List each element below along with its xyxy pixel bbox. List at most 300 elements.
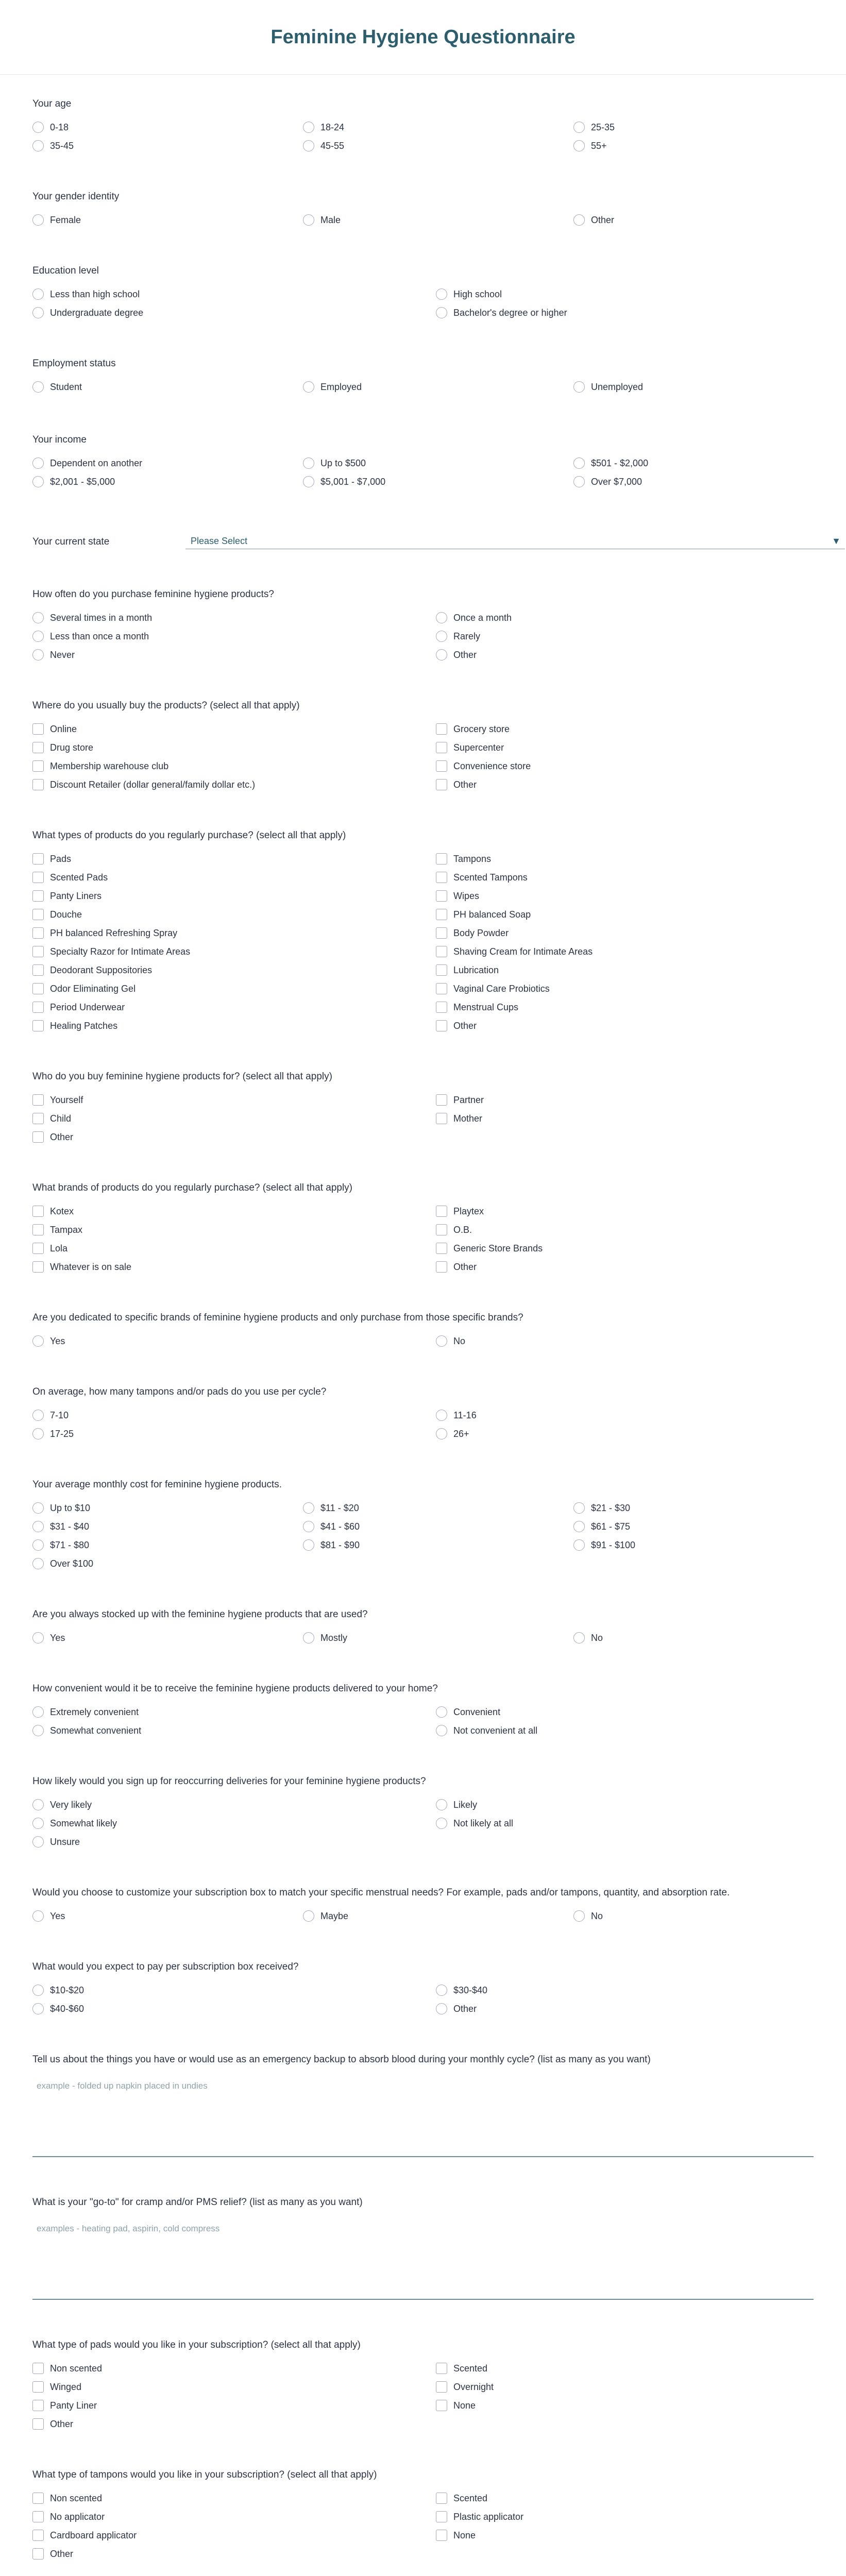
checkbox[interactable]	[32, 1243, 44, 1254]
radio-option[interactable]	[436, 631, 814, 642]
radio-button[interactable]	[32, 1410, 44, 1421]
checkbox-option[interactable]	[436, 964, 814, 976]
radio-option[interactable]	[32, 1502, 293, 1514]
question-18	[32, 1887, 814, 1922]
radio-option[interactable]	[32, 1818, 426, 1829]
checkbox[interactable]	[436, 2493, 447, 2504]
radio-button[interactable]	[32, 1539, 44, 1551]
radio-button[interactable]	[436, 1725, 447, 1736]
checkbox-option[interactable]	[32, 2511, 426, 2522]
option-label: Lola	[50, 1243, 68, 1253]
checkbox-option[interactable]	[436, 2363, 814, 2374]
radio-button[interactable]	[32, 1335, 44, 1347]
radio-option[interactable]	[573, 381, 814, 393]
checkbox[interactable]	[436, 1224, 447, 1235]
radio-button[interactable]	[573, 381, 585, 393]
checkbox[interactable]	[436, 723, 447, 735]
checkbox-option[interactable]	[436, 1002, 814, 1013]
radio-option[interactable]	[32, 1910, 293, 1922]
checkbox-option[interactable]	[32, 946, 426, 957]
radio-option[interactable]	[573, 1521, 814, 1532]
option-label: Maybe	[320, 1911, 349, 1921]
option-label: Scented	[453, 2493, 488, 2503]
radio-option[interactable]	[436, 1335, 814, 1347]
question-label: How convenient would it be to receive the feminine hygiene products delivered to your home?	[32, 1683, 438, 1694]
question-label: Who do you buy feminine hygiene products for? (select all that apply)	[32, 1071, 332, 1082]
checkbox-option[interactable]	[436, 779, 814, 790]
question-8	[32, 700, 814, 790]
option-label: Period Underwear	[50, 1002, 125, 1012]
checkbox-option[interactable]	[436, 983, 814, 994]
radio-button[interactable]	[573, 1632, 585, 1643]
radio-button[interactable]	[32, 307, 44, 318]
option-label: No	[591, 1911, 603, 1921]
radio-button[interactable]	[303, 381, 314, 393]
questions-list	[0, 75, 846, 2576]
option-label: PH balanced Soap	[453, 909, 531, 920]
checkbox-option[interactable]	[436, 946, 814, 957]
radio-button[interactable]	[32, 649, 44, 660]
checkbox-option[interactable]	[436, 1094, 814, 1106]
radio-button[interactable]	[436, 1335, 447, 1347]
radio-option[interactable]	[436, 1799, 814, 1810]
radio-option[interactable]	[32, 1428, 426, 1439]
radio-button[interactable]	[303, 1502, 314, 1514]
checkbox[interactable]	[32, 2363, 44, 2374]
radio-option[interactable]	[436, 649, 814, 660]
radio-button[interactable]	[436, 1818, 447, 1829]
checkbox-option[interactable]	[436, 853, 814, 865]
radio-option[interactable]	[573, 1502, 814, 1514]
option-label: Other	[453, 1021, 477, 1031]
question-23	[32, 2469, 814, 2560]
radio-option[interactable]	[303, 1539, 563, 1551]
option-label: Winged	[50, 2382, 82, 2392]
radio-button[interactable]	[32, 289, 44, 300]
option-label: $10-$20	[50, 1985, 84, 1995]
radio-option[interactable]	[32, 122, 293, 133]
radio-option[interactable]	[32, 214, 293, 226]
question-12	[32, 1312, 814, 1347]
radio-option[interactable]	[32, 289, 426, 300]
checkbox[interactable]	[436, 2381, 447, 2393]
option-label: Douche	[50, 909, 82, 920]
checkbox[interactable]	[32, 742, 44, 753]
checkbox[interactable]	[32, 2400, 44, 2411]
radio-button[interactable]	[32, 631, 44, 642]
radio-option[interactable]	[32, 140, 293, 151]
checkbox-option[interactable]	[436, 1224, 814, 1235]
state-select[interactable]	[185, 534, 845, 549]
radio-button[interactable]	[32, 1836, 44, 1848]
radio-button[interactable]	[436, 2003, 447, 2014]
checkbox[interactable]	[436, 2400, 447, 2411]
text-answer-field[interactable]	[32, 2075, 814, 2157]
checkbox[interactable]	[436, 2530, 447, 2541]
radio-option[interactable]	[32, 1539, 293, 1551]
radio-button[interactable]	[573, 214, 585, 226]
option-label: Once a month	[453, 613, 512, 623]
radio-button[interactable]	[573, 1502, 585, 1514]
radio-button[interactable]	[32, 1910, 44, 1922]
radio-button[interactable]	[32, 1521, 44, 1532]
form-title: Feminine Hygiene Questionnaire	[270, 26, 576, 48]
option-label: Scented Tampons	[453, 872, 528, 883]
radio-button[interactable]	[573, 1910, 585, 1922]
radio-option[interactable]	[32, 1632, 293, 1643]
option-label: Somewhat likely	[50, 1818, 117, 1828]
checkbox-option[interactable]	[32, 2548, 426, 2560]
option-label: Male	[320, 215, 341, 225]
checkbox[interactable]	[436, 872, 447, 883]
question-label: What types of products do you regularly purchase? (select all that apply)	[32, 830, 346, 841]
radio-option[interactable]	[303, 457, 563, 469]
checkbox-option[interactable]	[436, 742, 814, 753]
radio-option[interactable]	[32, 381, 293, 393]
radio-button[interactable]	[32, 457, 44, 469]
radio-option[interactable]	[573, 476, 814, 487]
radio-button[interactable]	[303, 122, 314, 133]
radio-button[interactable]	[32, 612, 44, 623]
checkbox-option[interactable]	[436, 1113, 814, 1124]
checkbox[interactable]	[32, 2530, 44, 2541]
text-answer-field[interactable]	[32, 2217, 814, 2300]
radio-option[interactable]	[436, 307, 814, 318]
question-7	[32, 588, 814, 660]
checkbox[interactable]	[32, 909, 44, 920]
radio-option[interactable]	[436, 1428, 814, 1439]
radio-option[interactable]	[436, 1706, 814, 1718]
radio-button[interactable]	[436, 1799, 447, 1810]
radio-button[interactable]	[303, 476, 314, 487]
option-label: Other	[453, 779, 477, 790]
radio-option[interactable]	[303, 214, 563, 226]
checkbox[interactable]	[32, 1094, 44, 1106]
radio-option[interactable]	[32, 1335, 426, 1347]
radio-button[interactable]	[303, 1521, 314, 1532]
radio-button[interactable]	[303, 457, 314, 469]
radio-option[interactable]	[573, 140, 814, 151]
checkbox-option[interactable]	[32, 742, 426, 753]
text-answer-placeholder: example - folded up napkin placed in undies	[37, 2081, 208, 2091]
checkbox[interactable]	[32, 2418, 44, 2430]
radio-option[interactable]	[32, 1558, 293, 1569]
option-label: Yes	[50, 1911, 65, 1921]
checkbox-option[interactable]	[436, 1206, 814, 1217]
checkbox-option[interactable]	[32, 1206, 426, 1217]
radio-option[interactable]	[303, 1502, 563, 1514]
radio-button[interactable]	[573, 1539, 585, 1551]
checkbox-option[interactable]	[436, 909, 814, 920]
checkbox-option[interactable]	[32, 1243, 426, 1254]
checkbox[interactable]	[32, 964, 44, 976]
checkbox[interactable]	[32, 872, 44, 883]
checkbox[interactable]	[32, 723, 44, 735]
option-label: Extremely convenient	[50, 1707, 139, 1717]
checkbox[interactable]	[32, 2511, 44, 2522]
question-13	[32, 1386, 814, 1439]
checkbox[interactable]	[32, 1113, 44, 1124]
radio-option[interactable]	[303, 381, 563, 393]
checkbox[interactable]	[436, 853, 447, 865]
checkbox[interactable]	[32, 1020, 44, 1031]
checkbox-option[interactable]	[32, 2530, 426, 2541]
checkbox[interactable]	[436, 890, 447, 902]
checkbox-option[interactable]	[32, 2363, 426, 2374]
option-label: Lubrication	[453, 965, 499, 975]
checkbox-option[interactable]	[436, 2400, 814, 2411]
radio-button[interactable]	[573, 1521, 585, 1532]
checkbox-option[interactable]	[436, 872, 814, 883]
checkbox[interactable]	[32, 779, 44, 790]
checkbox-option[interactable]	[32, 1020, 426, 1031]
options-group	[32, 1410, 814, 1439]
radio-button[interactable]	[303, 1539, 314, 1551]
option-label: 11-16	[453, 1410, 477, 1420]
option-label: Undergraduate degree	[50, 308, 144, 318]
checkbox-option[interactable]	[436, 2511, 814, 2522]
radio-button[interactable]	[32, 140, 44, 151]
radio-button[interactable]	[436, 631, 447, 642]
checkbox-option[interactable]	[436, 760, 814, 772]
checkbox[interactable]	[32, 2548, 44, 2560]
radio-button[interactable]	[436, 307, 447, 318]
option-label: Healing Patches	[50, 1021, 118, 1031]
options-group	[32, 2493, 814, 2560]
checkbox-option[interactable]	[32, 1002, 426, 1013]
radio-button[interactable]	[32, 122, 44, 133]
checkbox-option[interactable]	[32, 779, 426, 790]
checkbox-option[interactable]	[436, 2493, 814, 2504]
checkbox[interactable]	[32, 946, 44, 957]
option-label: 55+	[591, 141, 607, 151]
checkbox[interactable]	[436, 946, 447, 957]
option-label: Bachelor's degree or higher	[453, 308, 567, 318]
checkbox[interactable]	[436, 2363, 447, 2374]
radio-button[interactable]	[436, 1706, 447, 1718]
question-label: Tell us about the things you have or would use as an emergency backup to absorb blood during your monthly cycle? (list as many as you want)	[32, 2054, 651, 2065]
radio-option[interactable]	[32, 307, 426, 318]
radio-button[interactable]	[32, 1985, 44, 1996]
radio-button[interactable]	[32, 1725, 44, 1736]
radio-option[interactable]	[436, 289, 814, 300]
checkbox[interactable]	[436, 909, 447, 920]
radio-button[interactable]	[303, 1910, 314, 1922]
checkbox-option[interactable]	[32, 1094, 426, 1106]
radio-button[interactable]	[32, 1632, 44, 1643]
checkbox[interactable]	[436, 983, 447, 994]
checkbox-option[interactable]	[436, 890, 814, 902]
radio-option[interactable]	[32, 2003, 426, 2014]
radio-option[interactable]	[32, 1985, 426, 1996]
option-label: Online	[50, 724, 77, 734]
checkbox[interactable]	[436, 1094, 447, 1106]
radio-button[interactable]	[436, 1985, 447, 1996]
radio-option[interactable]	[436, 1818, 814, 1829]
question-label: Your income	[32, 434, 87, 445]
checkbox[interactable]	[32, 1131, 44, 1143]
checkbox[interactable]	[436, 2511, 447, 2522]
radio-option[interactable]	[436, 1410, 814, 1421]
checkbox[interactable]	[436, 964, 447, 976]
checkbox[interactable]	[32, 2493, 44, 2504]
checkbox[interactable]	[436, 1002, 447, 1013]
checkbox-option[interactable]	[436, 1261, 814, 1273]
checkbox[interactable]	[436, 1020, 447, 1031]
checkbox[interactable]	[32, 983, 44, 994]
checkbox[interactable]	[32, 760, 44, 772]
radio-option[interactable]	[32, 649, 426, 660]
radio-option[interactable]	[573, 457, 814, 469]
option-label: $21 - $30	[591, 1503, 631, 1513]
radio-button[interactable]	[303, 140, 314, 151]
radio-button[interactable]	[436, 1410, 447, 1421]
checkbox-option[interactable]	[32, 760, 426, 772]
checkbox-option[interactable]	[32, 964, 426, 976]
radio-button[interactable]	[32, 381, 44, 393]
option-label: Menstrual Cups	[453, 1002, 519, 1012]
radio-option[interactable]	[436, 612, 814, 623]
checkbox-option[interactable]	[436, 1243, 814, 1254]
option-label: 17-25	[50, 1429, 74, 1439]
radio-button[interactable]	[436, 612, 447, 623]
checkbox[interactable]	[32, 1206, 44, 1217]
radio-button[interactable]	[303, 214, 314, 226]
radio-button[interactable]	[32, 1706, 44, 1718]
checkbox[interactable]	[436, 1243, 447, 1254]
radio-button[interactable]	[436, 289, 447, 300]
radio-option[interactable]	[32, 631, 426, 642]
radio-option[interactable]	[436, 2003, 814, 2014]
radio-option[interactable]	[436, 1985, 814, 1996]
radio-option[interactable]	[303, 1632, 563, 1643]
checkbox-option[interactable]	[436, 2381, 814, 2393]
checkbox-option[interactable]	[32, 853, 426, 865]
checkbox-option[interactable]	[32, 1113, 426, 1124]
checkbox-option[interactable]	[32, 909, 426, 920]
question-label: Where do you usually buy the products? (select all that apply)	[32, 700, 300, 711]
checkbox[interactable]	[436, 779, 447, 790]
option-label: No	[453, 1336, 466, 1346]
checkbox[interactable]	[436, 760, 447, 772]
checkbox-option[interactable]	[32, 890, 426, 902]
radio-button[interactable]	[32, 1799, 44, 1810]
radio-button[interactable]	[32, 1428, 44, 1439]
radio-option[interactable]	[303, 122, 563, 133]
radio-button[interactable]	[436, 649, 447, 660]
options-group	[32, 1206, 814, 1273]
radio-button[interactable]	[573, 140, 585, 151]
checkbox-option[interactable]	[32, 1224, 426, 1235]
option-label: Rarely	[453, 631, 481, 641]
checkbox[interactable]	[32, 1002, 44, 1013]
option-label: Specialty Razor for Intimate Areas	[50, 946, 191, 957]
question-label: What is your "go-to" for cramp and/or PMS relief? (list as many as you want)	[32, 2197, 363, 2208]
checkbox[interactable]	[436, 1261, 447, 1273]
checkbox[interactable]	[436, 1206, 447, 1217]
radio-button[interactable]	[32, 2003, 44, 2014]
radio-option[interactable]	[303, 1910, 563, 1922]
radio-option[interactable]	[32, 457, 293, 469]
radio-button[interactable]	[32, 1558, 44, 1569]
radio-option[interactable]	[32, 1410, 426, 1421]
option-label: Panty Liners	[50, 891, 102, 901]
checkbox-option[interactable]	[32, 2381, 426, 2393]
radio-button[interactable]	[32, 476, 44, 487]
radio-option[interactable]	[32, 1521, 293, 1532]
radio-option[interactable]	[32, 1836, 426, 1848]
checkbox-option[interactable]	[32, 723, 426, 735]
radio-button[interactable]	[32, 1502, 44, 1514]
checkbox-option[interactable]	[32, 1261, 426, 1273]
checkbox-option[interactable]	[436, 723, 814, 735]
options-group	[32, 1335, 814, 1347]
radio-option[interactable]	[32, 1725, 426, 1736]
checkbox[interactable]	[32, 2381, 44, 2393]
checkbox-option[interactable]	[32, 872, 426, 883]
radio-option[interactable]	[303, 476, 563, 487]
radio-option[interactable]	[436, 1725, 814, 1736]
checkbox[interactable]	[32, 1224, 44, 1235]
option-label: $30-$40	[453, 1985, 488, 1995]
checkbox-option[interactable]	[32, 2493, 426, 2504]
radio-button[interactable]	[573, 476, 585, 487]
radio-button[interactable]	[32, 214, 44, 226]
radio-button[interactable]	[573, 122, 585, 133]
checkbox-option[interactable]	[32, 2418, 426, 2430]
checkbox-option[interactable]	[32, 927, 426, 939]
checkbox-option[interactable]	[32, 983, 426, 994]
radio-option[interactable]	[573, 122, 814, 133]
radio-button[interactable]	[303, 1632, 314, 1643]
question-3	[32, 265, 814, 318]
option-label: Less than high school	[50, 289, 140, 299]
checkbox-option[interactable]	[436, 2530, 814, 2541]
question-label: Your age	[32, 98, 72, 109]
checkbox-option[interactable]	[32, 1131, 426, 1143]
radio-option[interactable]	[32, 476, 293, 487]
radio-button[interactable]	[436, 1428, 447, 1439]
option-label: Yes	[50, 1336, 65, 1346]
checkbox[interactable]	[32, 853, 44, 865]
checkbox[interactable]	[436, 742, 447, 753]
checkbox[interactable]	[436, 927, 447, 939]
radio-option[interactable]	[573, 1910, 814, 1922]
radio-option[interactable]	[303, 1521, 563, 1532]
options-group	[32, 1985, 814, 2014]
radio-option[interactable]	[573, 1539, 814, 1551]
checkbox-option[interactable]	[436, 927, 814, 939]
radio-button[interactable]	[32, 1818, 44, 1829]
text-answer-placeholder: examples - heating pad, aspirin, cold compress	[37, 2224, 220, 2233]
checkbox[interactable]	[32, 927, 44, 939]
checkbox-option[interactable]	[32, 2400, 426, 2411]
radio-option[interactable]	[303, 140, 563, 151]
option-label: Convenient	[453, 1707, 501, 1717]
checkbox[interactable]	[32, 890, 44, 902]
radio-option[interactable]	[573, 214, 814, 226]
option-label: 35-45	[50, 141, 74, 151]
radio-option[interactable]	[32, 1706, 426, 1718]
checkbox-option[interactable]	[436, 1020, 814, 1031]
radio-option[interactable]	[32, 1799, 426, 1810]
option-label: 26+	[453, 1429, 469, 1439]
radio-button[interactable]	[573, 457, 585, 469]
radio-option[interactable]	[32, 612, 426, 623]
checkbox[interactable]	[436, 1113, 447, 1124]
checkbox[interactable]	[32, 1261, 44, 1273]
radio-option[interactable]	[573, 1632, 814, 1643]
